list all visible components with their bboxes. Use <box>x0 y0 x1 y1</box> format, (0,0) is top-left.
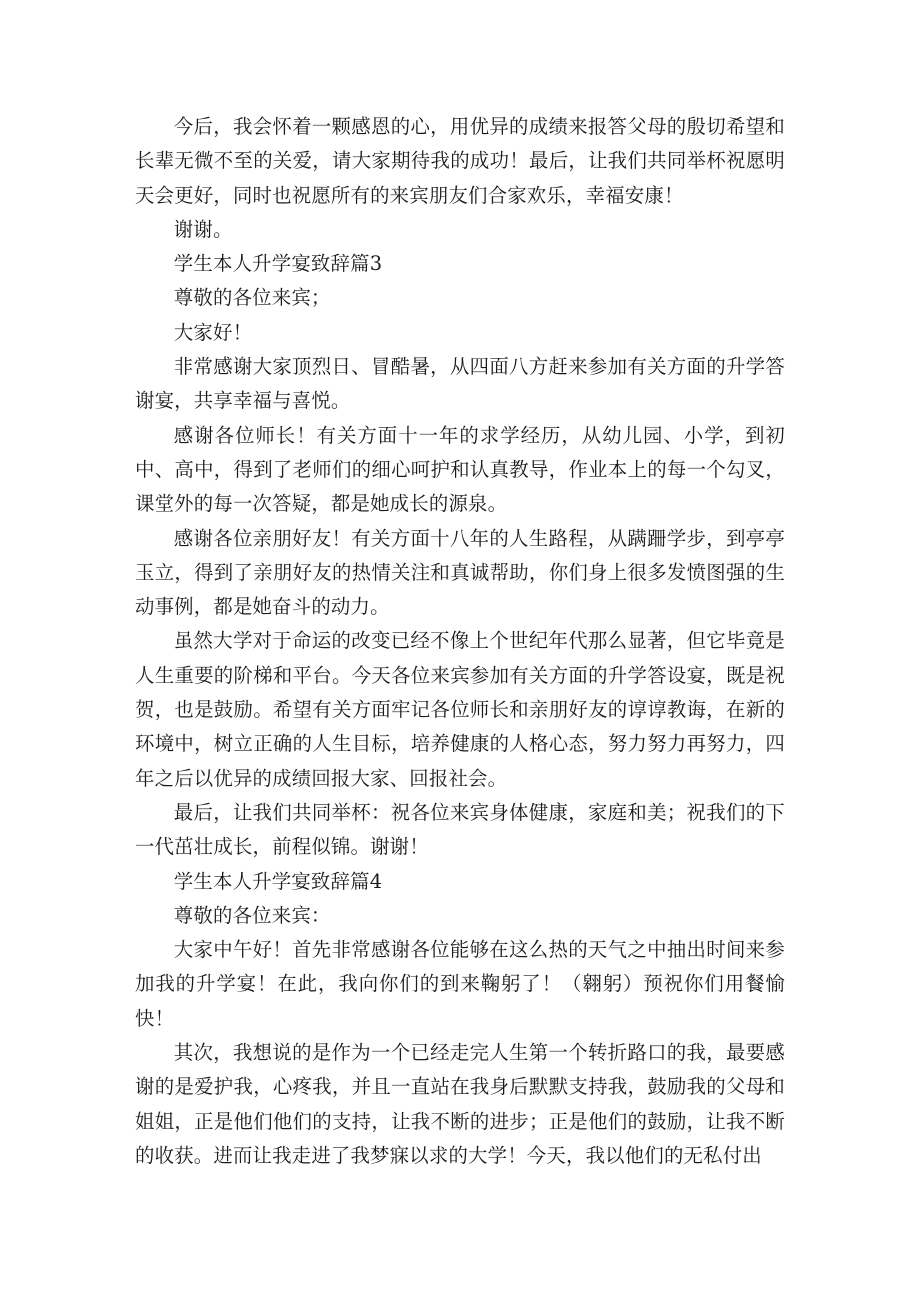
paragraph: 其次，我想说的是作为一个已经走完人生第一个转折路口的我，最要感谢的是爱护我，心疼我，并且一直站在我身后默默支持我，鼓励我的父母和姐姐，正是他们他们的支持，让我不断的进步；正是他们的鼓励，让我不断的收获。进而让我走进了我梦寐以求的大学！今天，我以他们的无私付出 <box>135 1041 785 1167</box>
section-heading: 学生本人升学宴致辞篇3 <box>173 252 383 276</box>
paragraph: 虽然大学对于命运的改变已经不像上个世纪年代那么显著，但它毕竟是人生重要的阶梯和平台。今天各位来宾参加有关方面的升学答设宴，既是祝贺，也是鼓励。希望有关方面牢记各位师长和亲朋好友的谆谆教诲，在新的环境中，树立正确的人生目标，培养健康的人格心态，努力努力再努力，四年之后以优异的成绩回报大家、回报社会。 <box>135 629 785 790</box>
paragraph: 感谢各位亲朋好友！有关方面十八年的人生路程，从蹒跚学步，到亭亭玉立，得到了亲朋好友的热情关注和真诚帮助，你们身上很多发愤图强的生动事例，都是她奋斗的动力。 <box>135 526 785 619</box>
paragraph: 非常感谢大家顶烈日、冒酷暑，从四面八方赶来参加有关方面的升学答谢宴，共享幸福与喜悦。 <box>135 355 785 413</box>
paragraph: 谢谢。 <box>173 217 233 241</box>
document-body <box>135 110 785 1173</box>
paragraph: 大家好！ <box>173 320 253 344</box>
paragraph: 最后，让我们共同举杯：祝各位来宾身体健康，家庭和美；祝我们的下一代茁壮成长，前程似锦。谢谢！ <box>135 800 785 859</box>
paragraph: 大家中午好！首先非常感谢各位能够在这么热的天气之中抽出时间来参加我的升学宴！在此，我向你们的到来鞠躬了！（翱躬）预祝你们用餐愉快！ <box>135 938 785 1030</box>
paragraph: 尊敬的各位来宾： <box>173 903 331 927</box>
section-heading: 学生本人升学宴致辞篇4 <box>173 869 383 893</box>
paragraph: 感谢各位师长！有关方面十一年的求学经历，从幼儿园、小学，到初中、高中，得到了老师们的细心呵护和认真教导，作业本上的每一个勾叉，课堂外的每一次答疑，都是她成长的源泉。 <box>135 423 785 516</box>
paragraph: 今后，我会怀着一颗感恩的心，用优异的成绩来报答父母的殷切希望和长辈无微不至的关爱，请大家期待我的成功！最后，让我们共同举杯祝愿明天会更好，同时也祝愿所有的来宾朋友们合家欢乐，幸福安康！ <box>135 115 785 207</box>
paragraph: 尊敬的各位来宾； <box>173 286 331 310</box>
